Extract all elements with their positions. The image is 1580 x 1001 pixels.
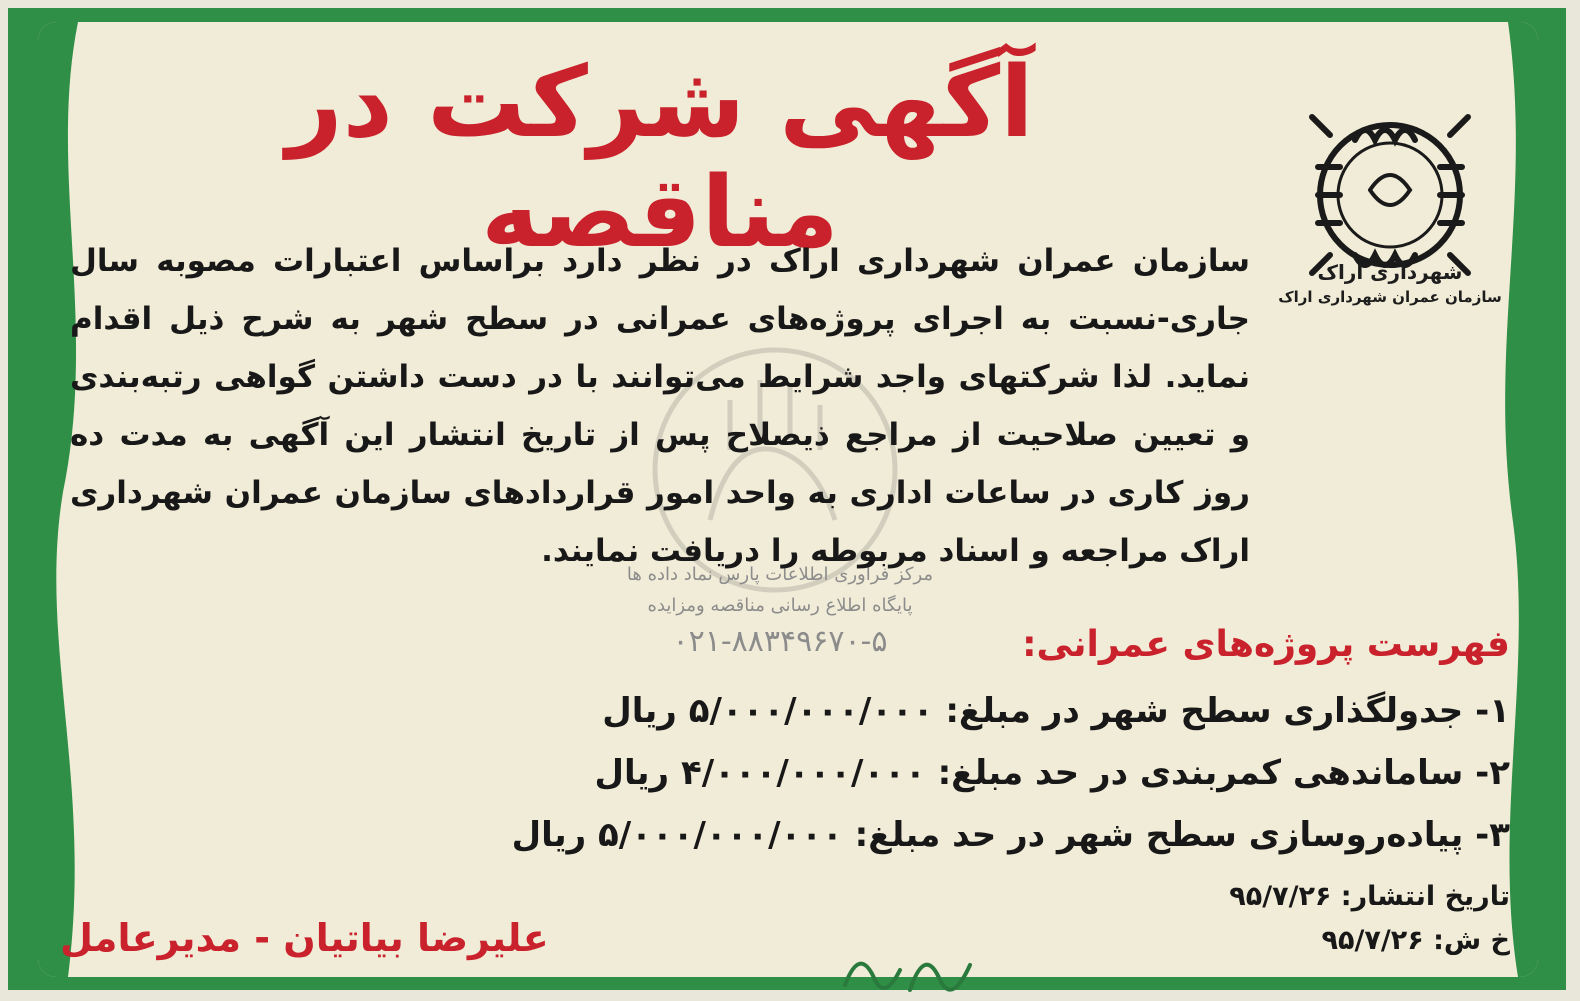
logo-caption-line1: شهرداری اراک xyxy=(1317,260,1463,284)
projects-list xyxy=(480,680,1510,866)
logo-caption-line2: سازمان عمران شهرداری اراک xyxy=(1278,288,1502,306)
logo-caption xyxy=(1265,258,1515,308)
signature-line: علیرضا بیاتیان - مدیرعامل xyxy=(60,916,549,960)
watermark-line2: پایگاه اطلاع رسانی مناقصه ومزایده xyxy=(647,595,913,616)
handwritten-scribble xyxy=(835,930,985,1000)
publish-date: تاریخ انتشار: ۹۵/۷/۲۶ xyxy=(1229,881,1510,912)
notice-body-paragraph: سازمان عمران شهرداری اراک در نظر دارد براساس اعتبارات مصوبه سال جاری-نسبت به اجرای پروژه‌های عمرانی در سطح شهر به شرح ذیل اقدام نماید. لذا شرکتهای واجد شرایط می‌توانند با در دست داشتن گواهی رتبه‌بندی و تعیین صلاحیت از مراجع ذیصلاح پس از تاریخ انتشار این آگهی به مدت ده روز کاری در ساعات اداری به واحد امور قراردادهای سازمان عمران شهرداری اراک مراجعه و اسناد مربوطه را دریافت نمایند. xyxy=(70,243,1250,569)
project-item-1: ۱- جدولگذاری سطح شهر در مبلغ: ۵/۰۰۰/۰۰۰/۰۰۰ ریال xyxy=(602,691,1510,731)
project-item-3: ۳- پیاده‌روسازی سطح شهر در حد مبلغ: ۵/۰۰۰/۰۰۰/۰۰۰ ریال xyxy=(511,815,1510,855)
notice-body xyxy=(70,232,1250,580)
notice-title: آگهی شرکت در مناقصه xyxy=(286,46,1034,270)
projects-heading: فهرست پروژه‌های عمرانی: xyxy=(1022,624,1510,665)
dates-block xyxy=(1180,875,1510,963)
watermark-phone: ۰۲۱-۸۸۳۴۹۶۷۰-۵ xyxy=(672,624,888,659)
code-date: خ ش: ۹۵/۷/۲۶ xyxy=(1321,925,1510,956)
watermark-line1: مرکز فراوری اطلاعات پارس نماد داده ها xyxy=(626,564,934,585)
project-item-2: ۲- ساماندهی کمربندی در حد مبلغ: ۴/۰۰۰/۰۰۰/۰۰۰ ریال xyxy=(594,753,1510,793)
